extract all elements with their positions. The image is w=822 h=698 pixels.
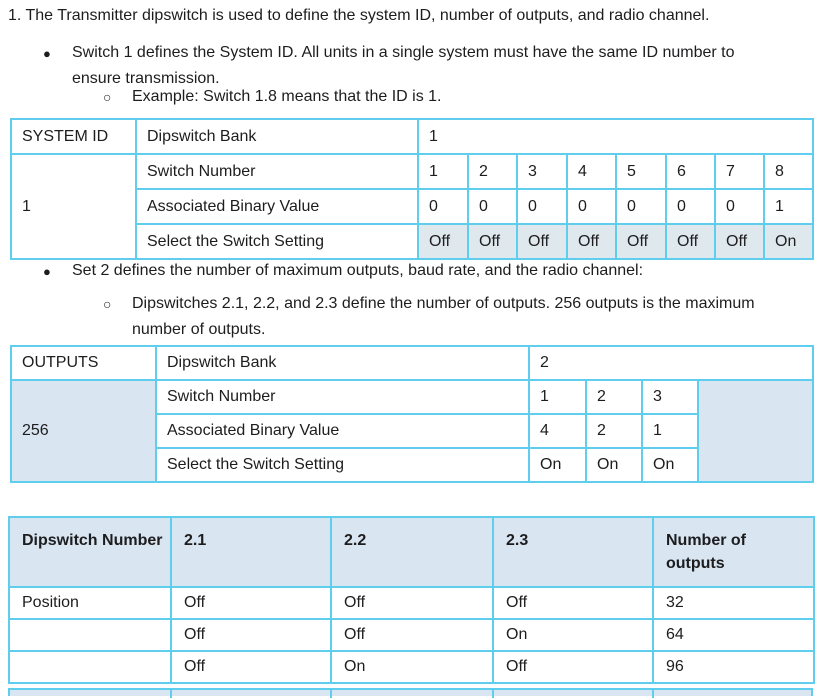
table2-title-cell: OUTPUTS xyxy=(11,346,156,380)
table-cell: On xyxy=(331,651,493,683)
switch-setting-cell: On xyxy=(642,448,698,482)
bullet2-text: Set 2 defines the number of maximum outputs, baud rate, and the radio channel: xyxy=(72,262,644,279)
table2-bank-label-cell: Dipswitch Bank xyxy=(156,346,529,380)
table1-row-label: Switch Number xyxy=(136,154,418,189)
table-row xyxy=(11,154,813,189)
table-cell: 4 xyxy=(529,414,586,448)
switch-setting-cell: Off xyxy=(567,224,616,259)
table-cell xyxy=(9,619,171,651)
switch-setting-cell: Off xyxy=(715,224,764,259)
switch-setting-cell: Off xyxy=(517,224,567,259)
table-cell: 1 xyxy=(418,154,468,189)
table1-bank-label-cell: Dipswitch Bank xyxy=(136,119,418,154)
table-cell: 0 xyxy=(567,189,616,224)
column-header: 2.2 xyxy=(331,517,493,587)
switch-setting-cell: On xyxy=(529,448,586,482)
table-cell: 64 xyxy=(653,619,814,651)
table-cell: 3 xyxy=(642,380,698,414)
table-header-row xyxy=(9,517,814,587)
table-cell: 0 xyxy=(517,189,567,224)
switch-setting-cell: On xyxy=(764,224,813,259)
outputs-table xyxy=(10,345,814,483)
column-header: Dipswitch Number xyxy=(9,517,171,587)
table1-row-label: Associated Binary Value xyxy=(136,189,418,224)
table2-row-label: Switch Number xyxy=(156,380,529,414)
column-header: 2.3 xyxy=(493,517,653,587)
column-header: Number of outputs xyxy=(653,517,814,587)
column-header: 2.1 xyxy=(171,517,331,587)
switch-setting-cell: Off xyxy=(418,224,468,259)
table-cell xyxy=(9,651,171,683)
table-cell: Off xyxy=(493,587,653,619)
circle-bullet-icon: ○ xyxy=(103,296,112,312)
table-cell: 2 xyxy=(586,380,642,414)
table2-spacer-cell xyxy=(698,380,813,482)
table-cell: Off xyxy=(171,587,331,619)
table-cell: Position xyxy=(9,587,171,619)
circle-bullet-icon: ○ xyxy=(103,89,112,105)
table-cell: 96 xyxy=(653,651,814,683)
bullet-icon: ● xyxy=(43,46,51,61)
switch-setting-cell: On xyxy=(586,448,642,482)
table-cell: Off xyxy=(331,619,493,651)
table1-row-label: Select the Switch Setting xyxy=(136,224,418,259)
bullet1-line2: ensure transmission. xyxy=(72,70,220,87)
sub-bullet1-text: Example: Switch 1.8 means that the ID is 1. xyxy=(132,88,442,105)
column-divider xyxy=(492,690,494,698)
table-cell: 1 xyxy=(642,414,698,448)
switch-setting-cell: Off xyxy=(616,224,666,259)
column-divider xyxy=(330,690,332,698)
table-cell: 2 xyxy=(468,154,517,189)
table2-row-label: Associated Binary Value xyxy=(156,414,529,448)
cutoff-table-row xyxy=(8,688,813,696)
table-cell: 0 xyxy=(666,189,715,224)
table-cell: 32 xyxy=(653,587,814,619)
table-cell: On xyxy=(493,619,653,651)
table1-bank-value-cell: 1 xyxy=(418,119,813,154)
table-cell: 4 xyxy=(567,154,616,189)
table-cell: 7 xyxy=(715,154,764,189)
switch-setting-cell: Off xyxy=(468,224,517,259)
table-cell: 1 xyxy=(529,380,586,414)
dipswitch-outputs-table xyxy=(8,516,815,684)
table-row xyxy=(9,619,814,651)
table-cell: 0 xyxy=(468,189,517,224)
bullet-icon: ● xyxy=(43,264,51,279)
table-row xyxy=(11,346,813,380)
column-divider xyxy=(652,690,654,698)
table-cell: 3 xyxy=(517,154,567,189)
table1-id-cell: 1 xyxy=(11,154,136,259)
table-cell: 6 xyxy=(666,154,715,189)
table-cell: 5 xyxy=(616,154,666,189)
table1-title-cell: SYSTEM ID xyxy=(11,119,136,154)
table-cell: 0 xyxy=(616,189,666,224)
column-divider xyxy=(170,690,172,698)
table-row xyxy=(11,119,813,154)
table-cell: Off xyxy=(493,651,653,683)
sub-bullet2-line1: Dipswitches 2.1, 2.2, and 2.3 define the number of outputs. 256 outputs is the maximum xyxy=(132,295,755,312)
table-cell: 0 xyxy=(715,189,764,224)
table-row xyxy=(9,651,814,683)
intro-line: 1. The Transmitter dipswitch is used to define the system ID, number of outputs, and radio channel. xyxy=(8,7,710,24)
table2-outputs-cell: 256 xyxy=(11,380,156,482)
system-id-table xyxy=(10,118,814,260)
table-row xyxy=(9,587,814,619)
switch-setting-cell: Off xyxy=(666,224,715,259)
table2-row-label: Select the Switch Setting xyxy=(156,448,529,482)
table-cell: 1 xyxy=(764,189,813,224)
sub-bullet2-line2: number of outputs. xyxy=(132,321,266,338)
table-cell: Off xyxy=(171,651,331,683)
table-row xyxy=(11,380,813,414)
table-cell: 8 xyxy=(764,154,813,189)
bullet1-line1: Switch 1 defines the System ID. All units in a single system must have the same ID number to xyxy=(72,44,735,61)
table2-bank-value-cell: 2 xyxy=(529,346,813,380)
table-cell: 2 xyxy=(586,414,642,448)
table-cell: 0 xyxy=(418,189,468,224)
table-cell: Off xyxy=(171,619,331,651)
table-cell: Off xyxy=(331,587,493,619)
